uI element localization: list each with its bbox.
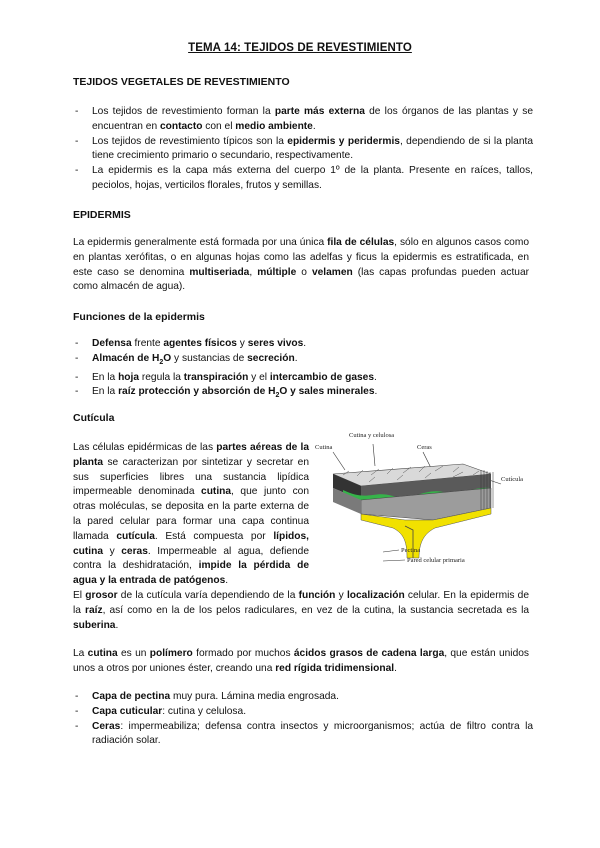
page-title: TEMA 14: TEJIDOS DE REVESTIMIENTO [188, 42, 412, 54]
label-cutina: Cutina [315, 444, 333, 451]
section-heading-epidermis: EPIDERMIS [73, 209, 131, 221]
list-item: - Almacén de $H_2O$ y sustancias de secreción. [75, 352, 298, 366]
label-ceras: Ceras [417, 444, 432, 451]
cuticula-paragraph-continued: El grosor de la cutícula varía dependiendo de la función y localización celular. En la epidermis de la raíz, así como en la de los pelos radiculares, en vez de la cutina, la sustancia secretada es la suberina. [73, 590, 530, 631]
section-heading-vegetales: TEJIDOS VEGETALES DE REVESTIMIENTO [73, 76, 290, 88]
list-item: - Los tejidos de revestimiento forman la parte más externa de los órganos de las plantas y se encuentran en contacto con el medio ambiente. [75, 106, 533, 132]
cutina-paragraph: La cutina es un polímero formado por muchos ácidos grasos de cadena larga, que están unidos unos a otros por uniones éster, creando una red rígida tridimensional. [73, 648, 529, 674]
leader-line [333, 452, 345, 470]
leader-line [373, 444, 375, 466]
cuticle-diagram [313, 430, 533, 575]
list-item: - La epidermis es la capa más externa del cuerpo 1º de la planta. Presente en raíces, tallos, peciolos, hojas, verticilos florales, frutos y semillas. [75, 165, 533, 191]
leader-line [383, 550, 399, 552]
leader-line [423, 452, 431, 468]
capas-list [73, 690, 533, 749]
list-item: - Capa cuticular: cutina y celulosa. [75, 705, 247, 717]
label-cutina-celulosa: Cutina y celulosa [349, 432, 395, 439]
label-pectina: Pectina [401, 547, 421, 554]
label-pared: Pared celular primaria [407, 557, 465, 564]
vegetales-list [73, 105, 533, 194]
list-item: - Los tejidos de revestimiento típicos son la epidermis y peridermis, dependiendo de si la planta tiene crecimiento primario o secundario, respectivamente. [75, 135, 534, 162]
cuticle-diagram-svg [313, 430, 533, 575]
list-item: - Defensa frente agentes físicos y seres vivos. [75, 338, 307, 349]
funciones-list [73, 337, 533, 404]
label-cuticula: Cutícula [501, 476, 524, 483]
section-heading-cuticula: Cutícula [73, 412, 115, 424]
cuticula-paragraph-wrapped: Las células epidérmicas de las partes aéreas de la planta se caracterizan por sintetizar y secretar en sus superficies libres una sustancia lipídica impermeable denominada cutina, que junto con otras moléculas, se deposita en la parte externa de la pared celular para formar una capa continua llamada cutícula. Está compuesta por lípidos, cutina y ceras. Impermeable al agua, defiende contra la deshidratación, impide la pérdida de agua y la entrada de patógenos. [73, 442, 309, 587]
epidermis-paragraph: La epidermis generalmente está formada por una única fila de células, sólo en algunos casos como en plantas xerófitas, o en algunas hojas como las adelfas y ficus la epidermis es estratificada, en este caso se denomina multiseriada, múltiple o velamen (las capas profundas pueden actuar como almacén de agua). [73, 237, 529, 293]
list-item: - En la hoja regula la transpiración y el intercambio de gases. [75, 371, 377, 383]
list-item: - Ceras: impermeabiliza; defensa contra insectos y microorganismos; actúa de filtro contra la radiación solar. [75, 720, 533, 747]
leader-line [383, 560, 405, 561]
section-heading-funciones: Funciones de la epidermis [73, 311, 205, 323]
list-item: - En la raíz protección y absorción de $H_2O$ y sales minerales. [75, 386, 378, 400]
list-item: - Capa de pectina muy pura. Lámina media engrosada. [75, 691, 339, 702]
